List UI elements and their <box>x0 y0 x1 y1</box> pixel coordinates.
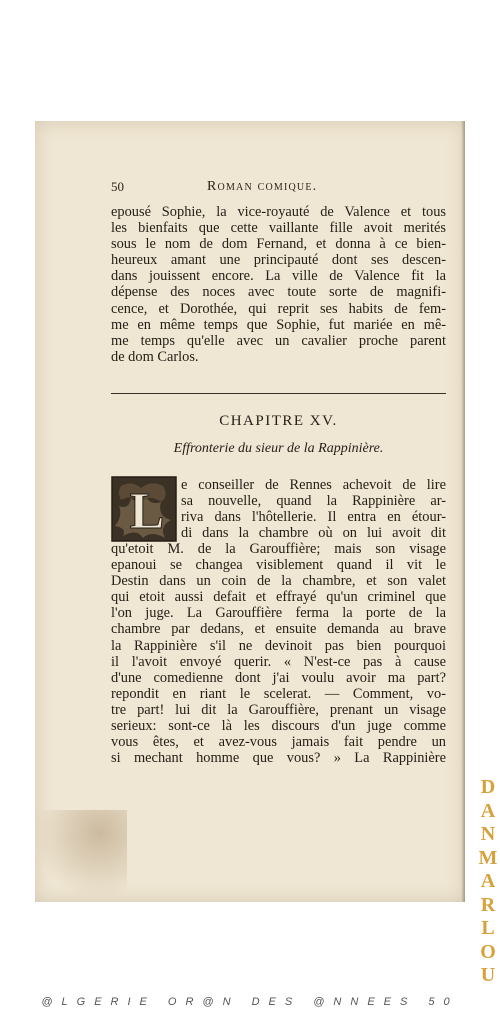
watermark-letter: A <box>480 870 496 892</box>
paragraph-2-opening <box>181 477 446 541</box>
watermark-vertical-text <box>476 776 500 988</box>
text-line: sous le nom de dom Fernand, et donna à ce bien- <box>111 236 446 253</box>
page-fold-shadow <box>35 810 127 902</box>
chapter-title: CHAPITRE XV. <box>219 413 338 429</box>
text-line: chambre par dedans, et ensuite demanda au brave <box>111 621 446 638</box>
text-line: cence, et Dorothée, qui reprit ses habits de fem- <box>111 300 446 317</box>
text-line: il l'avoit envoyé querir. « N'est-ce pas à cause <box>111 653 446 670</box>
paragraph-2 <box>111 541 446 766</box>
watermark-letter: A <box>480 799 496 822</box>
text-line: e conseiller de Rennes achevoit de lire <box>181 477 446 493</box>
text-line: qu'etoit M. de la Garouffière; mais son visage <box>111 541 446 557</box>
dropcap-letter: L <box>129 483 165 540</box>
text-line: dépense des noces avec toute sorte de magnifi- <box>111 284 446 301</box>
book-page <box>35 121 465 902</box>
text-line: Destin dans un coin de la chambre, et son valet <box>111 573 446 590</box>
watermark-letter: L <box>481 917 495 939</box>
text-line: heureux amant une principauté dont ses descen- <box>111 252 446 269</box>
text-line: epanoui se changea visiblement quand il vit le <box>111 557 446 574</box>
text-line: les bienfaits que cette vaillante fille avoit merités <box>111 220 446 237</box>
text-line: si mechant homme que vous? » La Rappinière <box>111 750 446 767</box>
watermark-letter: N <box>480 823 496 845</box>
text-line: me temps qu'elle avec un cavalier proche parent <box>111 332 446 349</box>
text-line: epousé Sophie, la vice-royauté de Valence et tous <box>111 204 446 220</box>
text-line: qui etoit aussi defait et effrayé qu'un criminel que <box>111 589 446 606</box>
text-line: tre part! lui dit la Garouffière, prenant un visage <box>111 701 446 718</box>
watermark-letter: D <box>480 776 496 798</box>
text-line: d'une comedienne dont j'ai voulu avoir ma part? <box>111 669 446 686</box>
footer-caption: @LGERIE OR@N DES @NNEES 50 <box>41 996 459 1008</box>
page-number: 50 <box>111 179 124 194</box>
watermark-letter: U <box>480 964 496 986</box>
text-line: serieux: sont-ce là les discours d'un juge comme <box>111 718 446 735</box>
page-header <box>111 179 446 197</box>
text-line: riva dans l'hôtellerie. Il entra en étour- <box>181 509 446 526</box>
text-line: l'on juge. La Garouffière ferma la porte de la <box>111 605 446 622</box>
ornamental-dropcap <box>111 476 177 542</box>
watermark-letter: M <box>478 846 498 869</box>
text-line: vous êtes, et avez-vous jamais fait pendre un <box>111 734 446 751</box>
page-edge-shadow <box>461 121 465 902</box>
text-line: me en même temps que Sophie, fut mariée en mê- <box>111 316 446 333</box>
text-line: la Rappinière s'il ne devinoit pas bien pourquoi <box>111 637 446 654</box>
watermark-letter: O <box>480 940 496 963</box>
text-line: de dom Carlos. <box>111 348 199 365</box>
text-line: di dans la chambre où on lui avoit dit <box>181 525 446 542</box>
running-head: Roman comique. <box>207 179 318 194</box>
chapter-divider-rule <box>111 393 446 394</box>
watermark-letter: R <box>480 893 496 916</box>
text-line: sa nouvelle, quand la Rappinière ar- <box>181 493 446 510</box>
paragraph-1 <box>111 204 446 365</box>
chapter-subtitle: Effronterie du sieur de la Rappinière. <box>173 441 384 456</box>
text-line: repondit en riant le scelerat. — Comment, vo- <box>111 685 446 702</box>
text-line: dans jouissent encore. La ville de Valence fit la <box>111 268 446 285</box>
